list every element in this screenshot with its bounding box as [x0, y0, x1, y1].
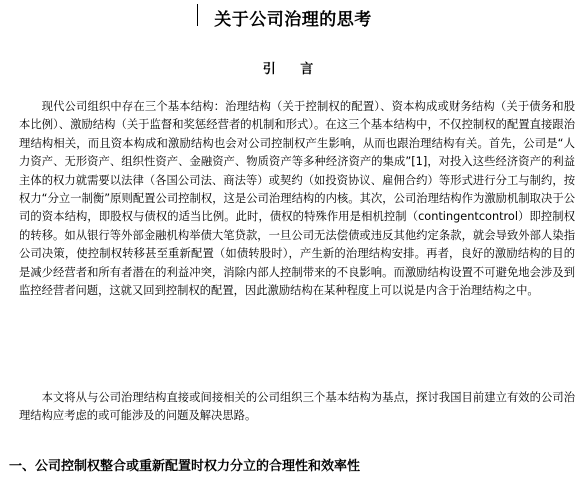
section-heading: 一、公司控制权整合或重新配置时权力分立的合理性和效率性 [9, 459, 361, 474]
intro-heading: 引 言 [262, 62, 324, 77]
document-title: 关于公司治理的思考 [214, 10, 372, 30]
paragraph-2: 本文将从与公司治理结构直接或间接相关的公司组织三个基本结构为基点，探讨我国目前建立有效的公司治理结构应考虑的或可能涉及的问题及解决思路。 [19, 391, 575, 423]
paragraph-1: 现代公司组织中存在三个基本结构：治理结构（关于控制权的配置）、资本构成或财务结构（关于债务和股本比例）、激励结构（关于监督和奖惩经营者的机制和形式）。在这三个基本结构中，不仅控制权的配置直接跟治理结构相关，而且资本构成和激励结构也会对公司控制权产生影响，从而也跟治理结构有关。首先，公司是“人力资产、无形资产、组织性资产、金融资产、物质资产等多种经济资产的集成”[1]，对投入这些经济资产的利益主体的权力就需要以法律（各国公司法、商法等）或契约（如投资协议、雇佣合约）等形式进行分工与制约，按权力“分立一制衡”原则配置公司控制权，这是公司治理结构的内核。其次，公司治理结构作为激励机制取决于公司的资本结构，即股权与债权的适当比例。此时，债权的特殊作用是相机控制（contingentcontrol）即控制权的转移。如从银行等外部金融机构举债大笔贷款，一旦公司无法偿债或违反其他约定条款，就会导致外部人染指公司决策，使控制权转移甚至重新配置（如债转股时），产生新的治理结构安排。再者，良好的激励结构的目的是减少经营者和所有者潜在的利益冲突，消除内部人控制带来的不良影响。而激励结构设置不可避免地会涉及到监控经营者问题，这就又回到控制权的配置，因此激励结构在某种程度上可以说是内含于治理结构之中。 [19, 100, 575, 298]
